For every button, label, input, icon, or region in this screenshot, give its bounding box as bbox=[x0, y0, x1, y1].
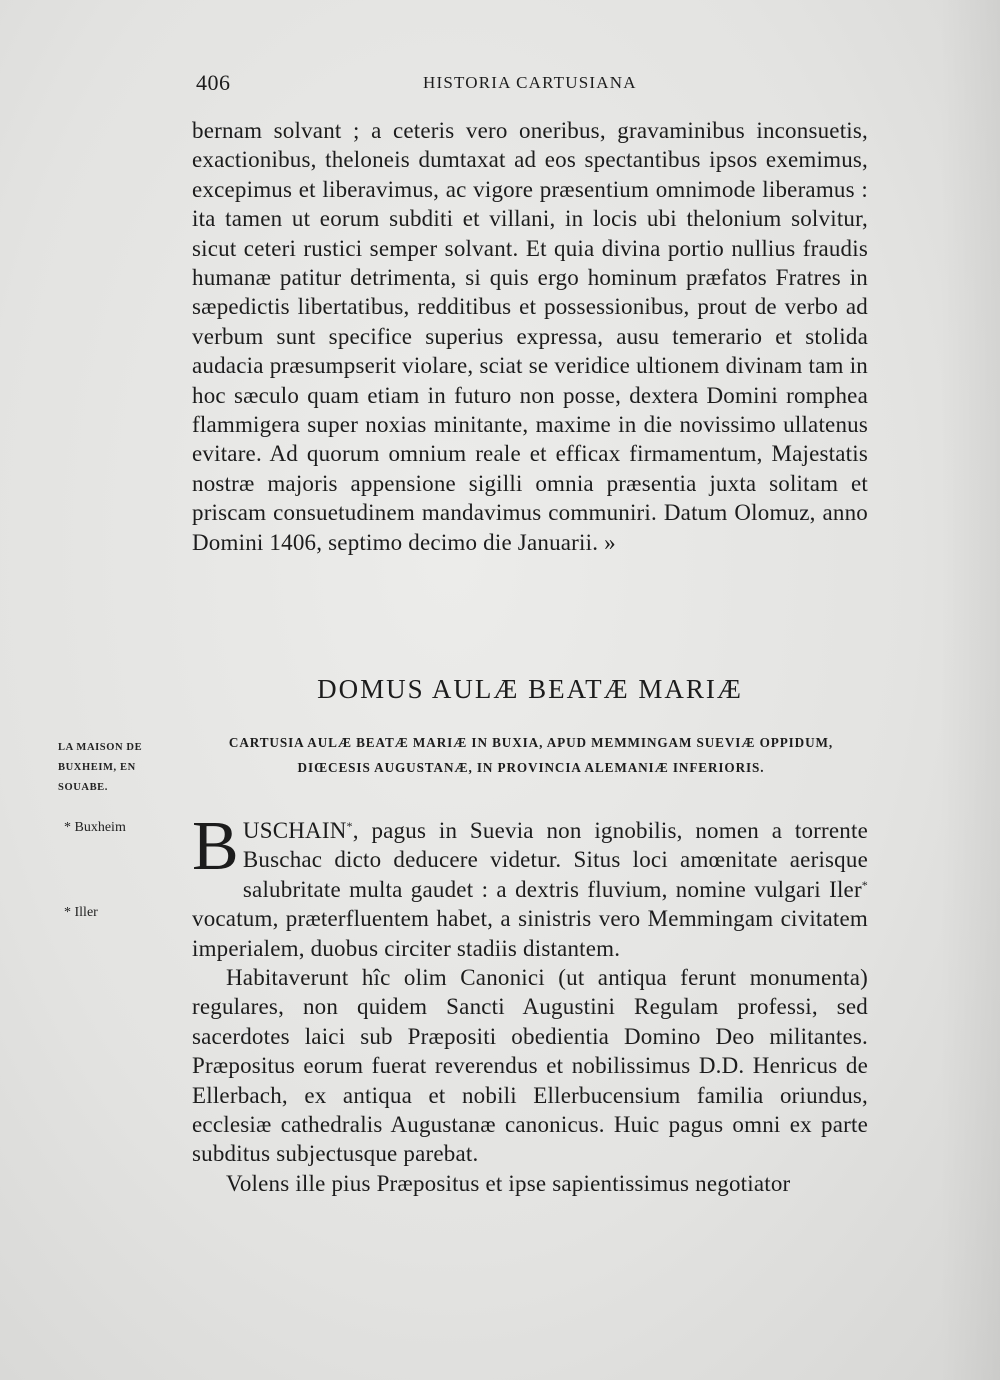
subtitle-line-1: CARTUSIA AULÆ BEATÆ MARIÆ IN BUXIA, APUD MEMMINGAM SUEVIÆ OPPIDUM, bbox=[228, 735, 834, 750]
footnote-mark-iller: * bbox=[861, 877, 868, 892]
drop-cap: B bbox=[192, 808, 239, 885]
page-header bbox=[196, 70, 866, 100]
paragraph-1-part-3: vocatum, præterfluentem habet, a sinistris vero Memmingam civitatem imperialem, duobus circiter stadiis distantem. bbox=[192, 906, 868, 961]
margin-note-buxheim: * Buxheim bbox=[64, 820, 126, 835]
main-text-block bbox=[192, 808, 868, 1198]
section-title: DOMUS AULÆ BEATÆ MARIÆ bbox=[317, 674, 743, 704]
paragraph-3: Volens ille pius Præpositus et ipse sapientissimus negotiator bbox=[226, 1170, 791, 1196]
paragraph-1-part-1: USCHAIN bbox=[242, 818, 347, 843]
paragraph-1 bbox=[192, 808, 868, 963]
continuation-paragraph: bernam solvant ; a ceteris vero oneribus, gravaminibus inconsuetis, exactionibus, theloneis dumtaxat ad eos spectantibus ipsos exemimus, excepimus et liberavimus, ac vigore præsentium omnimode liberamus : ita tamen ut eorum subditi et villani, in locis ubi thelonium solvitur, sicut ceteri rustici semper solvant. Et quia divina portio nullius fraudis humanæ patitur detrimenta, si quis ergo hominum præfatos Fratres in sæpedictis libertatibus, redditibus et possessionibus, prout de verbo ad verbum sunt specifice superius expressa, ausu temerario et stolida audacia præsumpserit violare, sciat se veridice ultionem divinam tam in hoc sæculo quam etiam in futuro non posse, dextera Domini romphea flammigera super noxias minitante, maxime in die novissimo ullatenus evitare. Ad quorum omnium reale et efficax firmamentum, Majestatis nostræ majoris appensione sigilli omnia præsentia juxta solitam et priscam consuetudinem mandavimus communiri. Datum Olomuz, anno Domini 1406, septimo decimo die Januarii. » bbox=[192, 118, 868, 555]
section-subtitle bbox=[186, 730, 876, 780]
running-title: HISTORIA CARTUSIANA bbox=[423, 73, 637, 92]
page-number: 406 bbox=[196, 70, 231, 95]
paragraph-1-part-2: , pagus in Suevia non ignobilis, nomen a torrente Buschac dicto deducere videtur. Situs loci amœnitate aerisque salubritate multa gaudet : a dextris fluvium, nomine vulgari Iler bbox=[242, 818, 868, 902]
continuation-block bbox=[192, 116, 868, 557]
footnote-mark-buxheim: * bbox=[346, 819, 353, 833]
margin-note-maison: LA MAISON DE BUXHEIM, EN SOUABE. bbox=[58, 742, 143, 793]
margin-note-iller: * Iller bbox=[64, 905, 98, 920]
paragraph-2: Habitaverunt hîc olim Canonici (ut antiqua ferunt monumenta) regulares, non quidem Sancti Augustini Regulam professi, sed sacerdotes laici sub Præpositi obedientia Domino Deo militantes. Præpositus eorum fuerat reverendus et nobilissimus D.D. Henricus de Ellerbach, ex antiqua et nobili Ellerbucensium familia oriundus, ecclesiæ cathedralis Augustanæ canonicus. Huic pagus omni ex parte subditus subjectusque parebat. bbox=[192, 965, 868, 1167]
page-shadow bbox=[940, 0, 1000, 1380]
subtitle-line-2: DIŒCESIS AUGUSTANÆ, IN PROVINCIA ALEMANIÆ INFERIORIS. bbox=[297, 760, 765, 775]
